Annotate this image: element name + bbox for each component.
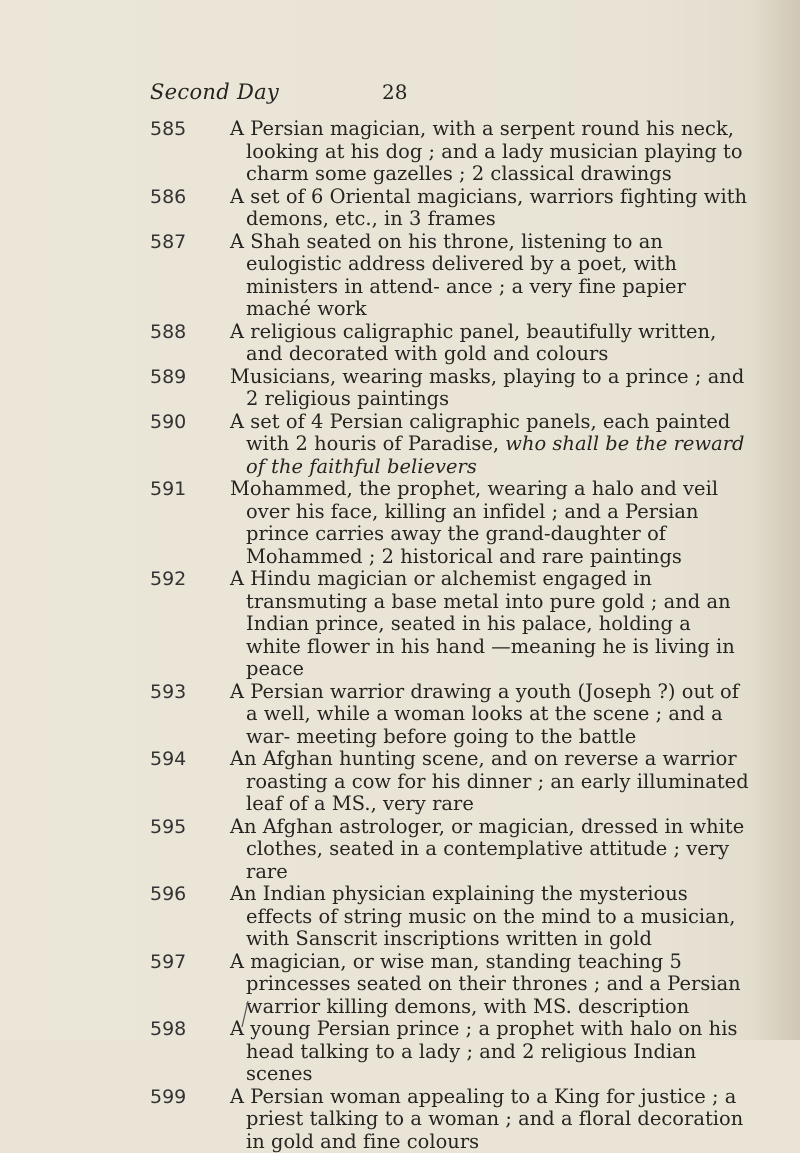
lot-entry [150, 411, 750, 479]
lot-number: 585 [150, 118, 186, 141]
lot-description-text: A young Persian prince ; a prophet with halo on his head talking to a lady ; and 2 religious Indian scenes [230, 1017, 737, 1085]
lot-entry [150, 748, 750, 816]
lot-number: 586 [150, 186, 186, 209]
lot-description [230, 186, 750, 231]
lot-entry [150, 118, 750, 186]
lot-entry [150, 321, 750, 366]
lot-entry [150, 816, 750, 884]
lot-number: 599 [150, 1086, 186, 1109]
lot-description-text: An Afghan astrologer, or magician, dressed in white clothes, seated in a contemplative attitude ; very rare [230, 815, 744, 883]
lot-description-text: An Afghan hunting scene, and on reverse a warrior roasting a cow for his dinner ; an early illuminated leaf of a MS., very rare [230, 747, 749, 815]
sale-day-title: Second Day [150, 80, 279, 104]
lot-number: 596 [150, 883, 186, 906]
lot-entry [150, 231, 750, 321]
lot-description-text: A Hindu magician or alchemist engaged in transmuting a base metal into pure gold ; and an Indian prince, seated in his palace, holding a white flower in his hand —meaning he is living in peace [230, 567, 735, 680]
lot-number: 593 [150, 681, 186, 704]
lot-entry [150, 366, 750, 411]
lot-entry [150, 1018, 750, 1086]
lot-description [230, 411, 750, 479]
lot-description [230, 816, 750, 884]
lot-number: 587 [150, 231, 186, 254]
lot-description [230, 883, 750, 951]
lot-description [230, 321, 750, 366]
lot-description [230, 681, 750, 749]
lot-entry [150, 883, 750, 951]
pencil-mark [240, 1000, 250, 1028]
page-number: 28 [382, 80, 407, 104]
lot-number: 598 [150, 1018, 186, 1041]
lot-description [230, 366, 750, 411]
lot-number: 597 [150, 951, 186, 974]
lot-description [230, 748, 750, 816]
lot-description-text: Mohammed, the prophet, wearing a halo and veil over his face, killing an infidel ; and a Persian prince carries away the grand-daughter of Mohammed ; 2 historical and rare paintings [230, 477, 718, 568]
lot-description [230, 951, 750, 1019]
lot-description [230, 1086, 750, 1153]
page-header [150, 80, 750, 110]
lot-description-text: A Persian warrior drawing a youth (Joseph ?) out of a well, while a woman looks at the scene ; and a war- meeting before going to the battle [230, 680, 739, 748]
lot-description [230, 231, 750, 321]
lot-number: 592 [150, 568, 186, 591]
lot-description-text: Musicians, wearing masks, playing to a prince ; and 2 religious paintings [230, 365, 744, 411]
lot-entry [150, 186, 750, 231]
lot-description-text: An Indian physician explaining the mysterious effects of string music on the mind to a musician, with Sanscrit inscriptions written in gold [230, 882, 735, 950]
lot-number: 594 [150, 748, 186, 771]
lot-description [230, 568, 750, 681]
lot-number: 595 [150, 816, 186, 839]
lot-description-text: A Persian magician, with a serpent round his neck, looking at his dog ; and a lady musician playing to charm some gazelles ; 2 classical drawings [230, 117, 743, 185]
lot-description-text: A set of 4 Persian caligraphic panels, each painted with 2 houris of Paradise, [230, 410, 730, 456]
lot-number: 588 [150, 321, 186, 344]
lot-description-text: A set of 6 Oriental magicians, warriors fighting with demons, etc., in 3 frames [230, 185, 747, 231]
lot-number: 589 [150, 366, 186, 389]
lot-description [230, 478, 750, 568]
lot-number: 591 [150, 478, 186, 501]
lot-entry [150, 568, 750, 681]
lot-description [230, 118, 750, 186]
lot-description-text: A magician, or wise man, standing teaching 5 princesses seated on their thrones ; and a Persian warrior killing demons, with MS. description [230, 950, 741, 1018]
lot-description-text: A Shah seated on his throne, listening to an eulogistic address delivered by a poet, with ministers in attend- ance ; a very fine papier maché work [230, 230, 686, 321]
lot-description [230, 1018, 750, 1086]
lot-description-italic: who shall be the reward of the faithful believers [246, 432, 745, 478]
lot-list [150, 118, 750, 1153]
lot-description-text: A Persian woman appealing to a King for justice ; a priest talking to a woman ; and a floral decoration in gold and fine colours [230, 1085, 743, 1153]
lot-entry [150, 681, 750, 749]
lot-number: 590 [150, 411, 186, 434]
lot-description-text: A religious caligraphic panel, beautifully written, and decorated with gold and colours [230, 320, 716, 366]
lot-entry [150, 1086, 750, 1153]
lot-entry [150, 478, 750, 568]
